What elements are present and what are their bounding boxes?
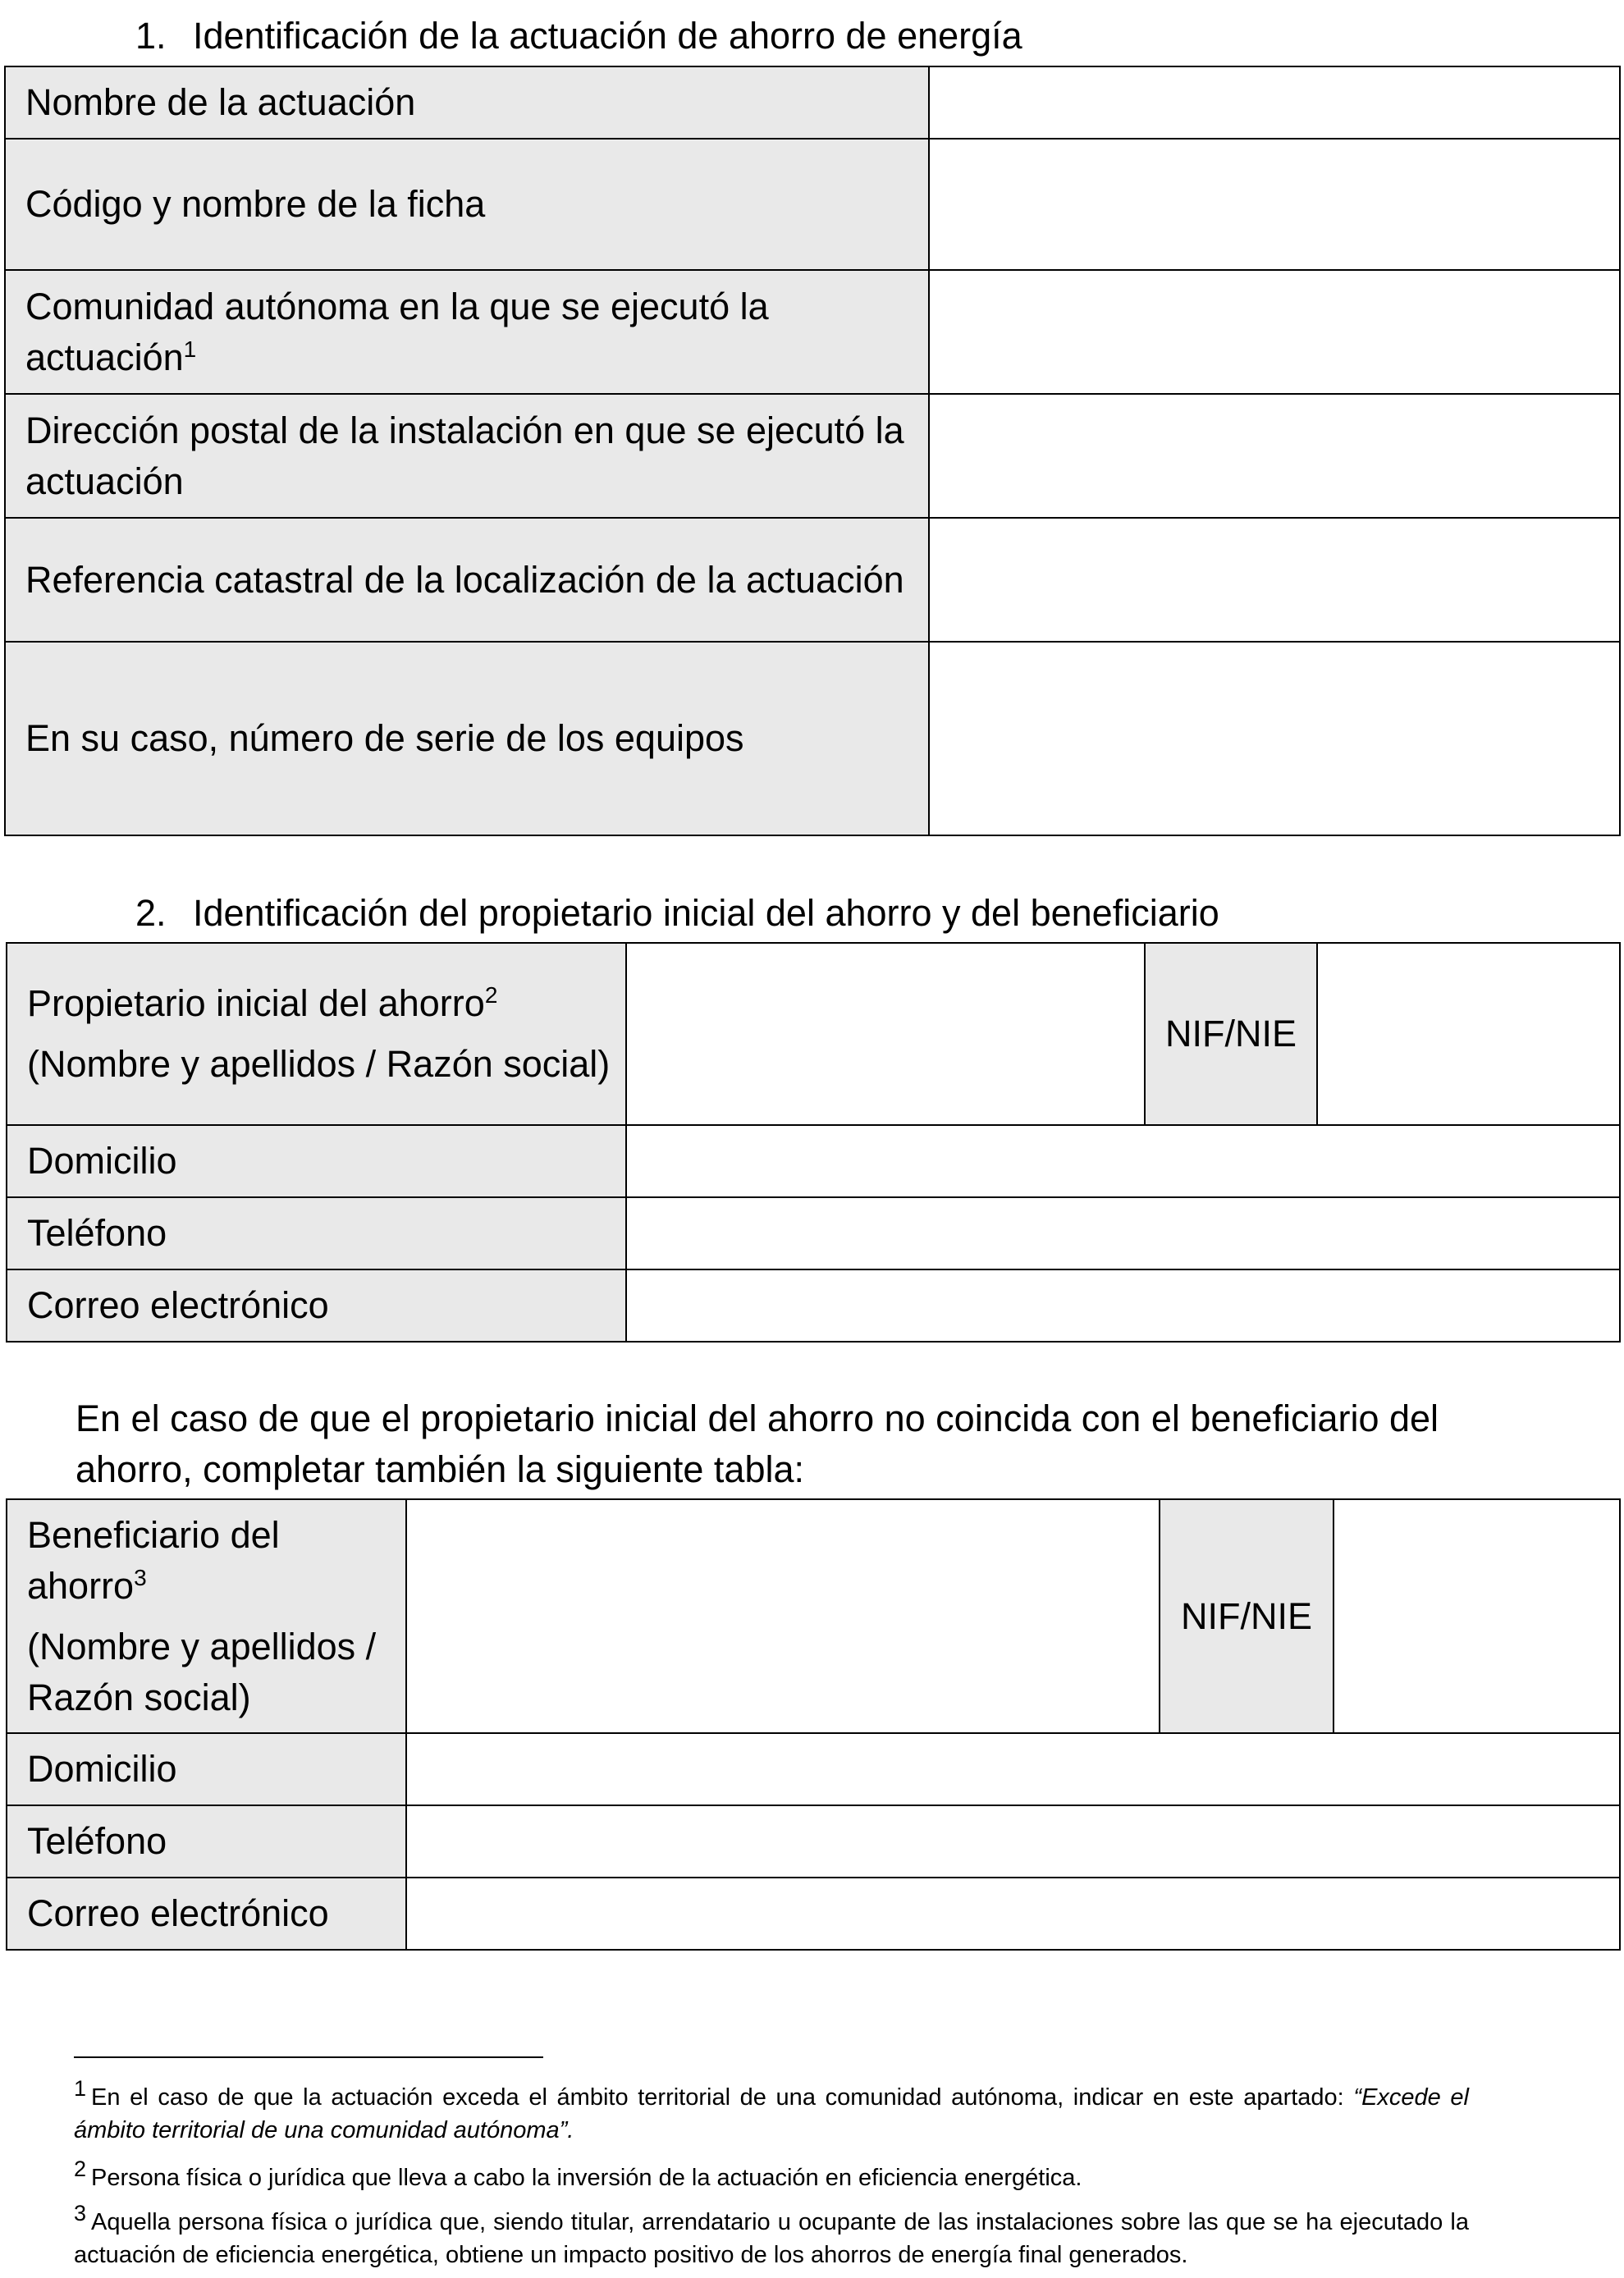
section-2-number: 2. [135, 892, 167, 934]
table-row [5, 139, 1620, 270]
owner-nif-field[interactable] [1317, 943, 1620, 1125]
table-row [7, 1878, 1620, 1950]
beneficiary-name-field[interactable] [406, 1499, 1160, 1733]
footnote-ref-3: 3 [134, 1564, 147, 1590]
postal-address-field[interactable] [929, 394, 1620, 518]
owner-phone-label: Teléfono [7, 1197, 626, 1269]
beneficiary-phone-field[interactable] [406, 1805, 1620, 1878]
autonomous-community-field[interactable] [929, 270, 1620, 394]
table-row [5, 394, 1620, 518]
cadastral-reference-field[interactable] [929, 518, 1620, 642]
footnote-2 [74, 2157, 1469, 2194]
footnote-ref-1: 1 [183, 336, 197, 362]
owner-address-field[interactable] [626, 1125, 1620, 1197]
beneficiary-note: En el caso de que el propietario inicial del ahorro no coincida con el beneficiario del ahorro, completar también la siguiente tabla: [75, 1397, 1439, 1490]
beneficiary-email-field[interactable] [406, 1878, 1620, 1950]
beneficiary-sublabel: (Nombre y apellidos / Razón social) [27, 1625, 377, 1718]
beneficiary-label: Beneficiario del ahorro$^3$ (Nombre y apellidos / Razón social) [7, 1499, 406, 1733]
table-row [7, 1733, 1620, 1805]
footnote-3-text: Aquella persona física o jurídica que, siendo titular, arrendatario u ocupante de las instalaciones sobre las que se ha ejecutado la actuación de eficiencia energética, obtiene un impacto positivo de los ahorros de energía final generados. [74, 2209, 1469, 2268]
footnote-ref-2: 2 [484, 982, 498, 1008]
footnote-1-text: En el caso de que la actuación exceda el ámbito territorial de una comunidad autónoma, indicar en este apartado: [91, 2084, 1344, 2111]
table-row [5, 518, 1620, 642]
table-row [7, 1269, 1620, 1342]
footnote-1-mark: 1 [74, 2076, 87, 2102]
postal-address-label: Dirección postal de la instalación en que se ejecutó la actuación [5, 394, 929, 518]
owner-address-label: Domicilio [7, 1125, 626, 1197]
owner-name-field[interactable] [626, 943, 1145, 1125]
owner-phone-field[interactable] [626, 1197, 1620, 1269]
table-row [5, 642, 1620, 835]
serial-number-label: En su caso, número de serie de los equipos [5, 642, 929, 835]
footnote-2-text: Persona física o jurídica que lleva a cabo la inversión de la actuación en eficiencia energética. [91, 2165, 1082, 2191]
owner-table [6, 942, 1621, 1343]
table-row [7, 1499, 1620, 1733]
serial-number-field[interactable] [929, 642, 1620, 835]
beneficiary-table [6, 1498, 1621, 1951]
footnote-1 [74, 2076, 1470, 2147]
table-row [5, 66, 1620, 139]
sheet-code-field[interactable] [929, 139, 1620, 270]
section-1-title: Identificación de la actuación de ahorro de energía [193, 15, 1022, 57]
autonomous-community-label: Comunidad autónoma en la que se ejecutó la actuación$^1$ [5, 270, 929, 394]
footnote-2-mark: 2 [74, 2157, 87, 2182]
actuation-name-label: Nombre de la actuación [5, 66, 929, 139]
table-row [7, 1197, 1620, 1269]
beneficiary-address-field[interactable] [406, 1733, 1620, 1805]
footnote-separator [74, 2056, 543, 2058]
owner-email-field[interactable] [626, 1269, 1620, 1342]
section-1-number: 1. [135, 15, 167, 57]
table-row [7, 1125, 1620, 1197]
beneficiary-address-label: Domicilio [7, 1733, 406, 1805]
owner-email-label: Correo electrónico [7, 1269, 626, 1342]
beneficiary-phone-label: Teléfono [7, 1805, 406, 1878]
owner-nif-label: NIF/NIE [1145, 943, 1317, 1125]
sheet-code-label: Código y nombre de la ficha [5, 139, 929, 270]
owner-sublabel: (Nombre y apellidos / Razón social) [27, 1043, 611, 1085]
table-row [7, 1805, 1620, 1878]
section-1-heading [135, 15, 1022, 57]
owner-label: Propietario inicial del ahorro$^2$ (Nombre y apellidos / Razón social) [7, 943, 626, 1125]
footnote-1-italic: “Excede el ámbito territorial de una comunidad autónoma”. [74, 2084, 1470, 2143]
beneficiary-nif-label: NIF/NIE [1160, 1499, 1334, 1733]
footnote-3 [74, 2201, 1469, 2271]
beneficiary-email-label: Correo electrónico [7, 1878, 406, 1950]
actuation-table [4, 66, 1621, 836]
footnote-3-mark: 3 [74, 2201, 87, 2226]
table-row [7, 943, 1620, 1125]
actuation-name-field[interactable] [929, 66, 1620, 139]
section-2-title: Identificación del propietario inicial del ahorro y del beneficiario [193, 892, 1219, 934]
beneficiary-nif-field[interactable] [1334, 1499, 1620, 1733]
table-row [5, 270, 1620, 394]
cadastral-reference-label: Referencia catastral de la localización de la actuación [5, 518, 929, 642]
section-2-heading [135, 892, 1219, 935]
